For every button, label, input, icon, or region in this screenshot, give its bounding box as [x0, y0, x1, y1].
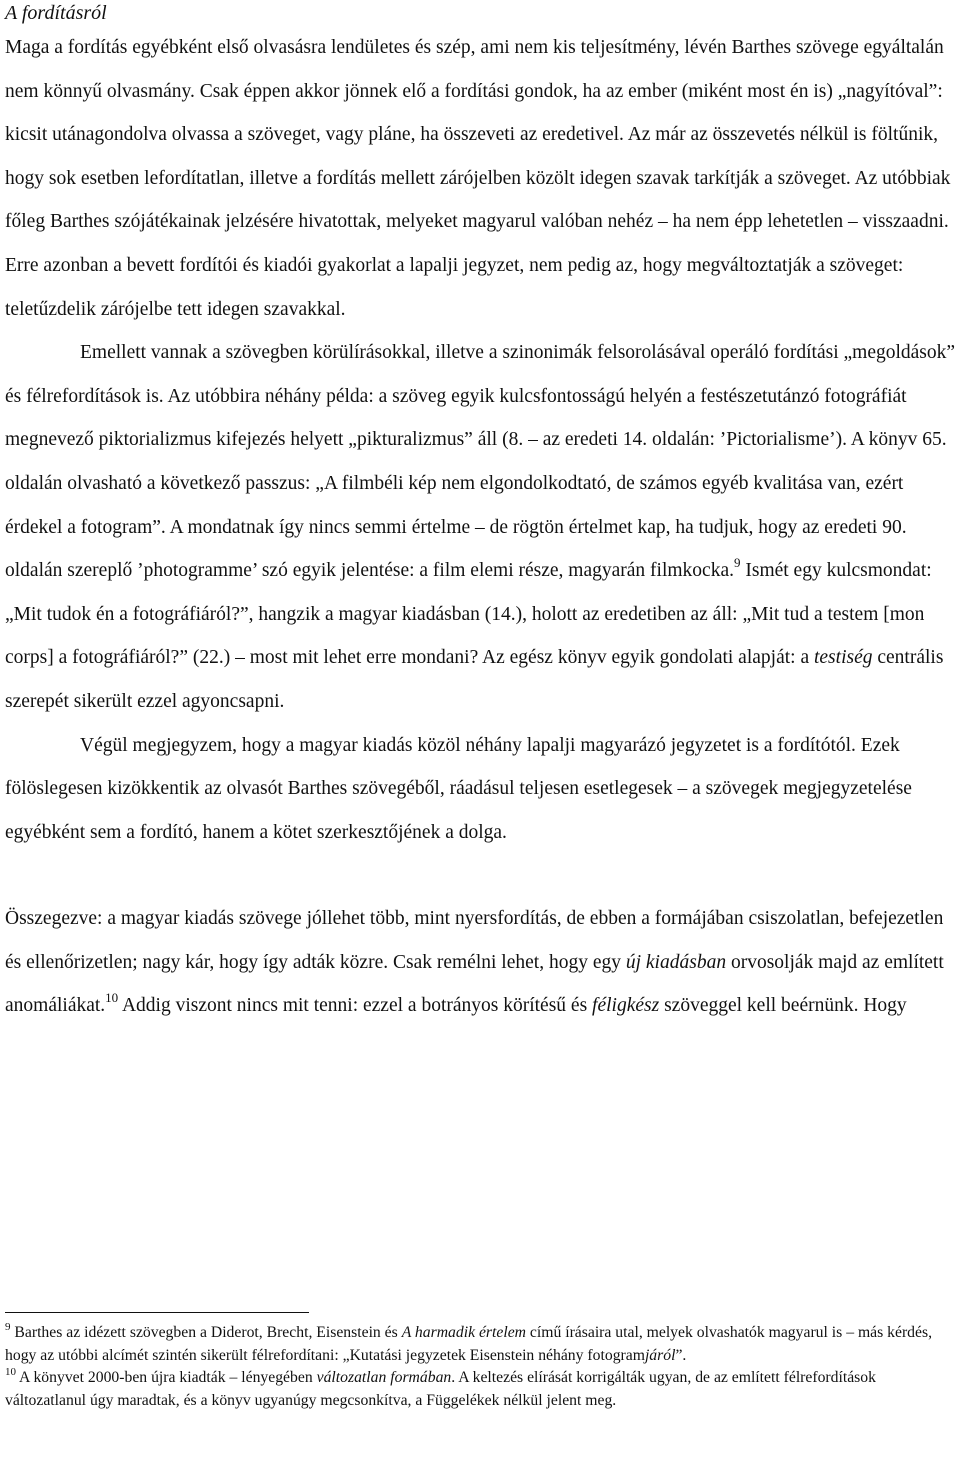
paragraph-2-text-c: centrális szerepét sikerült ezzel agyoncsapni. — [5, 647, 944, 712]
footnote-9-emphasis-b: járól — [644, 1346, 676, 1364]
document-page — [5, 0, 957, 1028]
paragraph-3-text: Végül megjegyzem, hogy a magyar kiadás közöl néhány lapalji magyarázó jegyzetet is a fordítótól. Ezek fölöslegesen kizökkentik az olvasót Barthes szövegéből, ráadásul teljesen esetlegesek – a szövegek megjegyzetelése egyébként sem a fordító, hanem a kötet szerkesztőjének a dolga. — [5, 734, 912, 843]
footnote-10-text-b: . A keltezés elírását korrigálták ugyan, de az említett félrefordítások változatlanul úgy maradtak, és a könyv ugyanúgy megcsonkítva, a Függelékek nélkül jelent meg. — [5, 1369, 876, 1409]
paragraph-4-text-b: orvosolják majd az említett anomáliákat. — [5, 951, 944, 1017]
emphasis-feligkesz: féligkész — [592, 995, 660, 1017]
paragraph-4-text-d: szöveggel kell beérnünk. Hogy — [659, 995, 907, 1017]
footnotes — [5, 1322, 957, 1412]
paragraph-3 — [5, 724, 957, 855]
section-title: A fordításról — [5, 2, 107, 24]
footnote-10-emphasis: változatlan formában — [316, 1369, 452, 1386]
footnote-9-emphasis-a: A harmadik értelem — [401, 1324, 526, 1341]
paragraph-4 — [5, 897, 957, 1028]
paragraph-2-text-a: Emellett vannak a szövegben körülírásokkal, illetve a szinonimák felsorolásával operáló fordítási „megoldások” és félrefordítások is. Az utóbbira néhány példa: a szöveg egyik kulcsfontosságú helyén a festészetutánzó fotográfiát megnevező piktorializmus kifejezés helyett „pikturalizmus” áll (8. – az eredeti 14. oldalán: ’Pictorialisme’). A könyv 65. oldalán olvasható a következő passzus: „A filmbéli kép nem elgondolkodtató, de számos egyéb kvalitása van, ezért érdekel a fotogram”. A mondatnak így nincs semmi értelme – de rögtön értelmet kap, ha tudjuk, hogy az eredeti 90. oldalán szereplő ’photogramme’ szó egyik jelentése: a film elemi része, magyarán filmkocka. — [5, 342, 956, 582]
footnote-separator — [5, 1312, 309, 1313]
footnote-9-text-c: ”. — [675, 1346, 687, 1364]
emphasis-testiseg: testiség — [813, 647, 873, 669]
paragraph-1 — [5, 26, 957, 331]
paragraph-4-text-c: Addig viszont nincs mit tenni: ezzel a botrányos körítésű és — [118, 995, 593, 1017]
footnote-9-text-b: című írásaira utal, melyek olvashatók magyarul is – más kérdés, hogy az utóbbi alcímét szintén sikerült félrefordítani: „Kutatási jegyzetek Eisenstein néhány fotogram — [5, 1324, 933, 1364]
emphasis-uj-kiadasban: új kiadásban — [625, 951, 727, 973]
footnote-ref-10[interactable]: 10 — [105, 990, 119, 1006]
footnote-10 — [5, 1367, 957, 1412]
paragraph-4-text-a: Összegezve: a magyar kiadás szövege jóllehet több, mint nyersfordítás, de ebben a formájában csiszolatlan, befejezetlen és ellenőrizetlen; nagy kár, hogy így adták közre. Csak remélni lehet, hogy egy — [5, 908, 944, 973]
footnote-10-text-a: A könyvet 2000-ben újra kiadták – lényegében — [16, 1369, 317, 1386]
paragraph-2 — [5, 331, 957, 723]
footnote-9-number: 9 — [5, 1321, 11, 1333]
footnote-ref-9[interactable]: 9 — [733, 555, 741, 571]
paragraph-1-text: Maga a fordítás egyébként első olvasásra lendületes és szép, ami nem kis teljesítmény, lévén Barthes szövege egyáltalán nem könnyű olvasmány. Csak éppen akkor jönnek elő a fordítási gondok, ha az ember (miként most én is) „nagyítóval”: kicsit utánagondolva olvassa a szöveget, vagy pláne, ha összeveti az eredetivel. Az már az összevetés nélkül is föltűnik, hogy sok esetben lefordítatlan, illetve a fordítás mellett zárójelben közölt idegen szavak tarkítják a szöveget. Az utóbbiak főleg Barthes szójátékainak jelzésére hivatottak, melyeket magyarul valóban nehéz – ha nem épp lehetetlen – visszaadni. Erre azonban a bevett fordítói és kiadói gyakorlat a lapalji jegyzet, nem pedig az, hogy megváltoztatják a szöveget: teletűzdelik zárójelbe tett idegen szavakkal. — [5, 37, 951, 320]
footnote-9-text-a: Barthes az idézett szövegben a Diderot, Brecht, Eisenstein és — [10, 1324, 402, 1341]
paragraph-2-text-b: Ismét egy kulcsmondat: „Mit tudok én a fotográfiáról?”, hangzik a magyar kiadásban (14.), holott az eredetiben az áll: „Mit tud a testem [mon corps] a fotográfiáról?” (22.) – most mit lehet erre mondani? Az egész könyv egyik gondolati alapját: a — [5, 560, 932, 669]
footnote-10-number: 10 — [5, 1366, 16, 1378]
paragraph-spacer — [5, 854, 957, 897]
footnote-9 — [5, 1322, 957, 1367]
